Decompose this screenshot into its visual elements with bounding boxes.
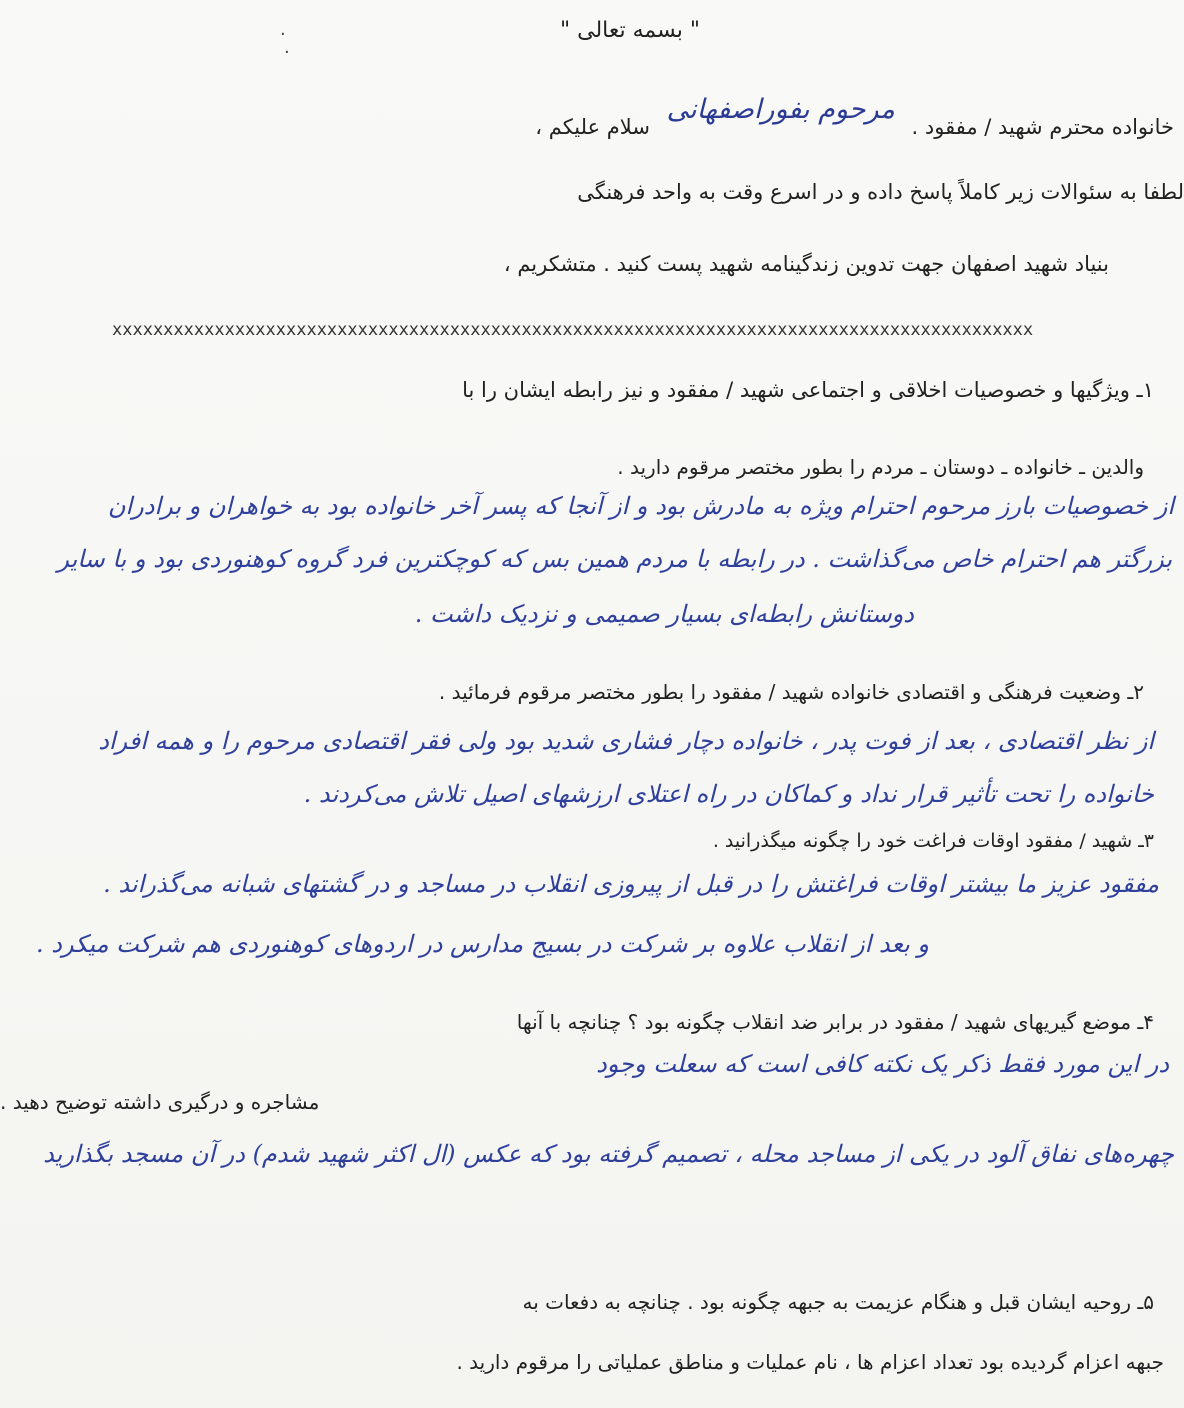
intro-line-2: لطفا به سئوالات زیر کاملاً پاسخ داده و در اسرع وقت به واحد فرهنگی bbox=[577, 180, 1184, 204]
answer-1-line-3: دوستانش رابطه‌ای بسیار صمیمی و نزدیک داشت . bbox=[414, 600, 914, 628]
greeting-suffix: سلام علیکم ، bbox=[535, 115, 650, 139]
greeting-prefix: خانواده محترم شهید / مفقود . bbox=[911, 115, 1174, 139]
question-1-line-2: والدین ـ خانواده ـ دوستان ـ مردم را بطور مختصر مرقوم دارید . bbox=[617, 455, 1144, 479]
separator-line: xxxxxxxxxxxxxxxxxxxxxxxxxxxxxxxxxxxxxxxxxxxxxxxxxxxxxxxxxxxxxxxxxxxxxxxxxxxxxxxxxxxxxxxxxx bbox=[112, 320, 1034, 340]
answer-4-line-1: در این مورد فقط ذکر یک نکته کافی است که سعلت وجود bbox=[596, 1050, 1169, 1078]
intro-line-3: بنیاد شهید اصفهان جهت تدوین زندگینامه شهید پست کنید . متشکریم ، bbox=[503, 252, 1109, 276]
answer-1-line-2: بزرگتر هم احترام خاص می‌گذاشت . در رابطه با مردم همین بس که کوچکترین فرد گروه کوهنوردی بود و با سایر bbox=[57, 545, 1172, 573]
dot-mark: · bbox=[280, 24, 286, 45]
question-2-line-1: ۲ـ وضعیت فرهنگی و اقتصادی خانواده شهید / مفقود را بطور مختصر مرقوم فرمائید . bbox=[438, 680, 1144, 704]
answer-2-line-1: از نظر اقتصادی ، بعد از فوت پدر ، خانواده دچار فشاری شدید بود ولی فقر اقتصادی مرحوم را و همه افراد bbox=[98, 727, 1154, 755]
answer-4-line-2: چهره‌های نفاق آلود در یکی از مساجد محله ، تصمیم گرفته بود که عکس (ال اکثر شهید شدم) در آن مسجد بگذارید bbox=[43, 1140, 1174, 1168]
question-4-line-1: ۴ـ موضع گیریهای شهید / مفقود در برابر ضد انقلاب چگونه بود ؟ چنانچه با آنها bbox=[516, 1010, 1154, 1034]
answer-3-line-1: مفقود عزیز ما بیشتر اوقات فراغتش را در قبل از پیروزی انقلاب در مساجد و در گشتهای شبانه می‌گذراند . bbox=[103, 870, 1159, 898]
answer-1-line-1: از خصوصیات بارز مرحوم احترام ویژه به مادرش بود و از آنجا که پسر آخر خانواده بود به خواهران و برادران bbox=[107, 492, 1174, 520]
question-5-line-1: ۵ـ روحیه ایشان قبل و هنگام عزیمت به جبهه چگونه بود . چنانچه به دفعات به bbox=[522, 1290, 1154, 1314]
page-title: " بسمه تعالی " bbox=[560, 18, 700, 43]
martyr-name-handwritten: مرحوم بفوراصفهانی bbox=[666, 94, 895, 125]
question-3-line-1: ۳ـ شهید / مفقود اوقات فراغت خود را چگونه میگذرانید . bbox=[712, 830, 1154, 852]
question-4-line-2: مشاجره و درگیری داشته توضیح دهید . bbox=[0, 1090, 320, 1114]
greeting-line bbox=[14, 94, 1174, 141]
answer-3-line-2: و بعد از انقلاب علاوه بر شرکت در بسیج مدارس در اردوهای کوهنوردی هم شرکت میکرد . bbox=[36, 930, 929, 958]
dot-mark: · bbox=[284, 42, 290, 63]
answer-2-line-2: خانواده را تحت تأثیر قرار نداد و کماکان در راه اعتلای ارزشهای اصیل تلاش می‌کردند . bbox=[303, 780, 1154, 808]
question-1-line-1: ۱ـ ویژگیها و خصوصیات اخلاقی و اجتماعی شهید / مفقود و نیز رابطه ایشان را با bbox=[462, 378, 1154, 402]
question-5-line-2: جبهه اعزام گردیده بود تعداد اعزام ها ، نام عملیات و مناطق عملیاتی را مرقوم دارید . bbox=[456, 1350, 1164, 1374]
